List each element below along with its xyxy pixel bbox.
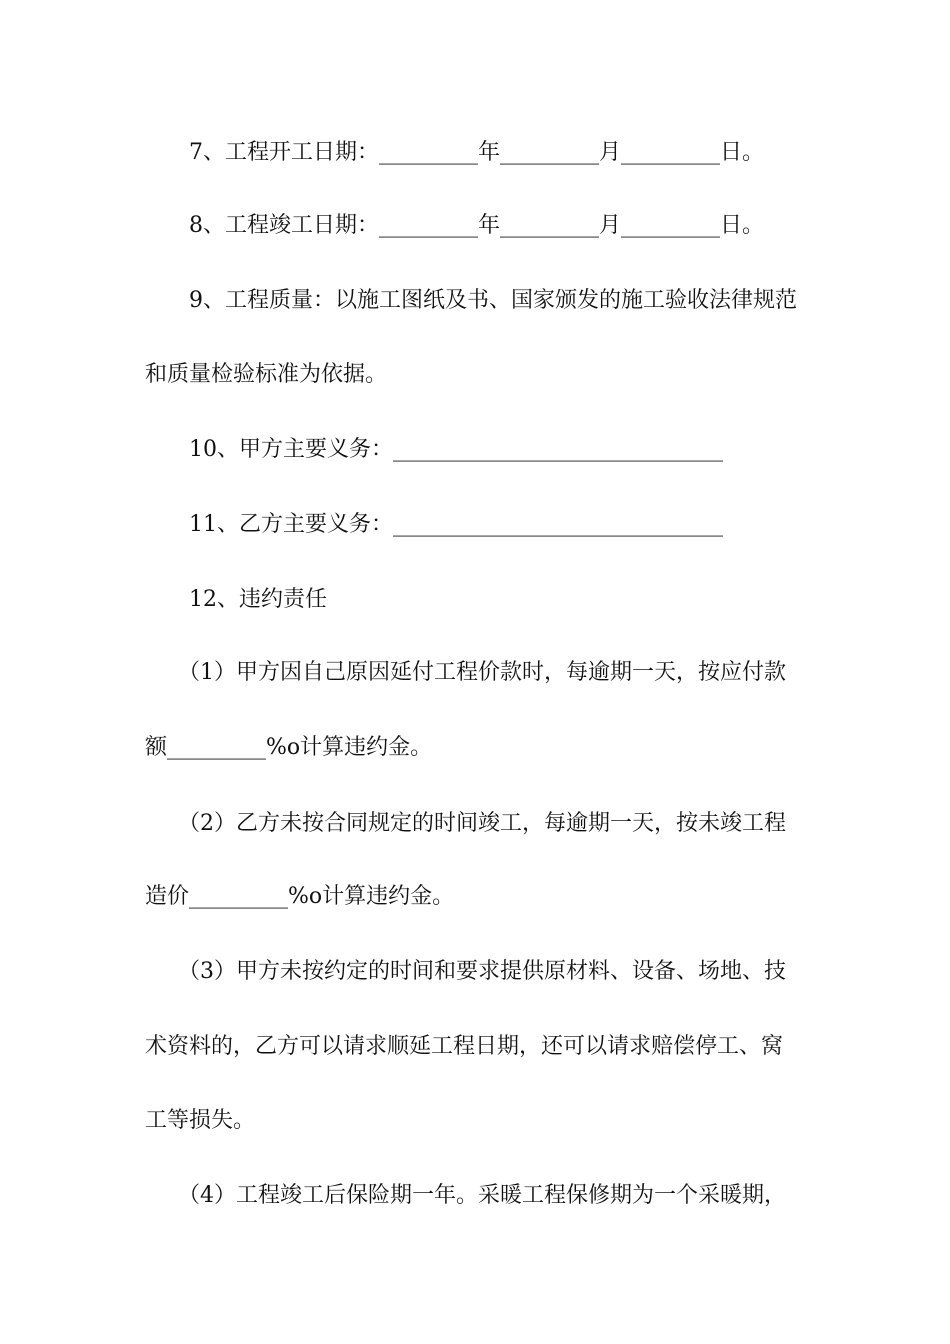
clause-12-1-line-1: （1）甲方因自己原因延付工程价款时，每逾期一天，按应付款	[178, 660, 786, 685]
clause-7-start-date: 7、工程开工日期：_________年_________月_________日。	[189, 140, 764, 165]
clause-12-2-line-2: 造价_________%o计算违约金。	[145, 884, 455, 909]
clause-8-completion-date: 8、工程竣工日期：_________年_________月_________日。	[189, 213, 764, 238]
clause-12-4-line-1: （4）工程竣工后保险期一年。采暖工程保修期为一个采暖期，	[178, 1183, 786, 1208]
clause-12-3-line-2: 术资料的，乙方可以请求顺延工程日期，还可以请求赔偿停工、窝	[145, 1034, 784, 1059]
clause-12-3-line-1: （3）甲方未按约定的时间和要求提供原材料、设备、场地、技	[178, 959, 786, 984]
clause-9-quality-line-1: 9、工程质量：以施工图纸及书、国家颁发的施工验收法律规范	[189, 288, 797, 313]
clause-10-party-a-duties: 10、甲方主要义务：______________________________	[189, 437, 723, 462]
clause-12-3-line-3: 工等损失。	[145, 1108, 256, 1133]
clause-11-party-b-duties: 11、乙方主要义务：______________________________	[189, 512, 723, 537]
clause-12-1-line-2: 额_________%o计算违约金。	[145, 735, 433, 760]
clause-12-2-line-1: （2）乙方未按合同规定的时间竣工，每逾期一天，按未竣工程	[178, 811, 786, 836]
clause-9-quality-line-2: 和质量检验标准为依据。	[145, 362, 388, 387]
clause-12-heading: 12、违约责任	[189, 587, 327, 612]
